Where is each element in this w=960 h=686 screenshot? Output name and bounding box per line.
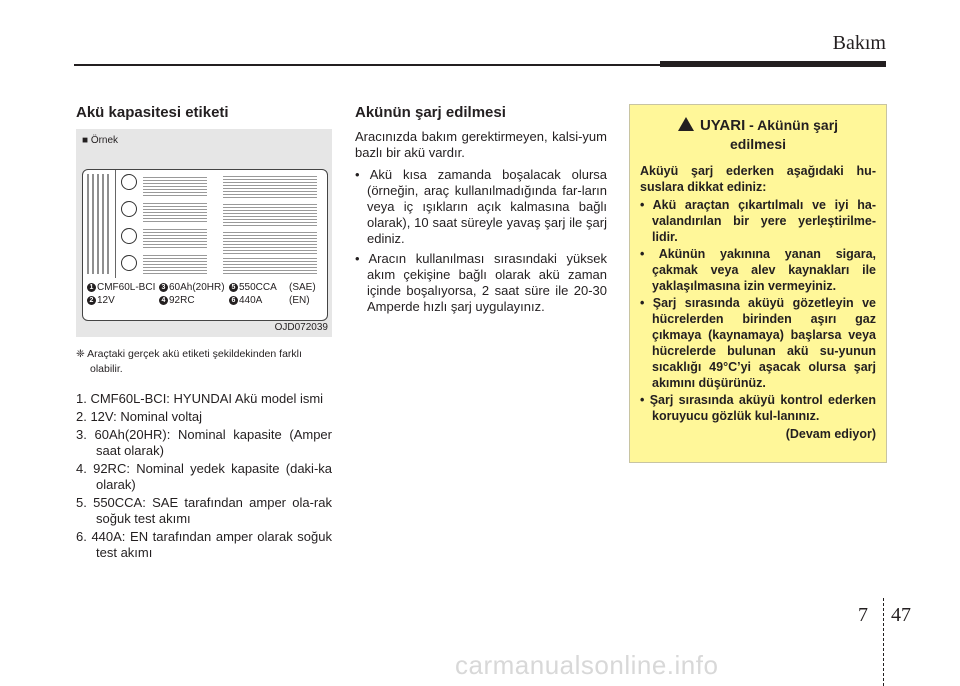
charging-list: [355, 167, 607, 315]
watermark: carmanualsonline.info: [455, 650, 719, 680]
battery-label-section: [76, 104, 332, 563]
battery-label-image: [82, 169, 328, 321]
label-hazard-icons: [121, 174, 137, 282]
spec-en: (EN): [289, 295, 310, 306]
list-item: • Akünün yakınına yanan sigara, çakmak veya alev kaynakları ile yaklaşılmasına izin vermeyiniz.: [640, 247, 876, 293]
spec-model: 1 CMF60L-BCI: [87, 282, 155, 294]
list-item: 4. 92RC: Nominal yedek kapasite (daki-ka olarak): [76, 461, 332, 492]
spec-voltage: 2 12V: [87, 295, 115, 307]
chapter-number: 7: [858, 604, 868, 626]
battery-label-figure: [76, 129, 332, 337]
page-divider: [883, 598, 884, 686]
figure-caption: ■ Örnek: [82, 135, 119, 146]
label-warning-stripe: [83, 170, 116, 278]
warning-triangle-icon: [678, 117, 694, 131]
list-item: 5. 550CCA: SAE tarafından amper ola-rak soğuk test akımı: [76, 495, 332, 526]
header-rule: [74, 64, 660, 66]
spec-sae: (SAE): [289, 282, 316, 293]
list-item: • Şarj sırasında aküyü kontrol ederken koruyucu gözlük kul-lanınız.: [640, 393, 876, 423]
warning-list: [640, 197, 876, 424]
page-number: 47: [891, 604, 911, 626]
spec-en-current: 6 440A: [229, 295, 262, 307]
figure-code: OJD072039: [274, 322, 328, 333]
page-section-title: Bakım: [832, 32, 886, 54]
section-heading: Akünün şarj edilmesi: [355, 104, 506, 121]
section-heading: Akü kapasitesi etiketi: [76, 104, 229, 121]
warning-box: [629, 104, 887, 463]
warning-body: [640, 163, 876, 442]
label-item-list: [76, 391, 332, 561]
charging-intro: Aracınızda bakım gerektirmeyen, kalsi-yum bazlı bir akü vardır.: [355, 129, 607, 160]
list-item: 3. 60Ah(20HR): Nominal kapasite (Amper saat olarak): [76, 427, 332, 458]
list-item: • Şarj sırasında aküyü gözetleyin ve hücrelerden birinden aşırı gaz çıkmaya (kaynamaya) başlarsa veya hücrelerde bulunan akü su-yunun sıcaklığı 49°C’yi aşacak olursa şarj akımını düşürünüz.: [640, 296, 876, 390]
list-item: 1. CMF60L-BCI: HYUNDAI Akü model ismi: [76, 391, 324, 406]
spec-reserve: 4 92RC: [159, 295, 195, 307]
warning-intro: Aküyü şarj ederken aşağıdaki hu-suslara dikkat ediniz:: [640, 164, 876, 194]
spec-capacity: 3 60Ah(20HR): [159, 282, 225, 294]
list-item: 6. 440A: EN tarafından amper olarak soğuk test akımı: [76, 529, 332, 560]
spec-cca: 5 550CCA: [229, 282, 277, 294]
list-item: 2. 12V: Nominal voltaj: [76, 409, 202, 424]
continued-note: (Devam ediyor): [785, 427, 876, 441]
list-item: • Akü kısa zamanda boşalacak olursa (örneğin, araç kullanılmadığında far-ların veya iç ışıkların açık kalmasına bağlı olarak), 10 saat süreyle yavaş şarj ile şarj ediniz.: [355, 167, 607, 246]
list-item: • Aracın kullanılması sırasındaki yüksek akım çekişine bağlı olarak akü zaman içinde boşalıyorsa, 2 saat süre ile 20-30 Amperde hızlı şarj uygulayınız.: [355, 251, 607, 314]
list-item: • Akü araçtan çıkartılmalı ve iyi ha-valandırılan bir yere yerleştirilme-lidir.: [640, 198, 876, 244]
warning-heading: UYARI - Akünün şarj edilmesi: [630, 117, 886, 152]
charging-section: [355, 104, 607, 319]
figure-note: ❈ Araçtaki gerçek akü etiketi şekildekinden farklı olabilir.: [76, 348, 302, 375]
header-bar: [660, 61, 886, 67]
